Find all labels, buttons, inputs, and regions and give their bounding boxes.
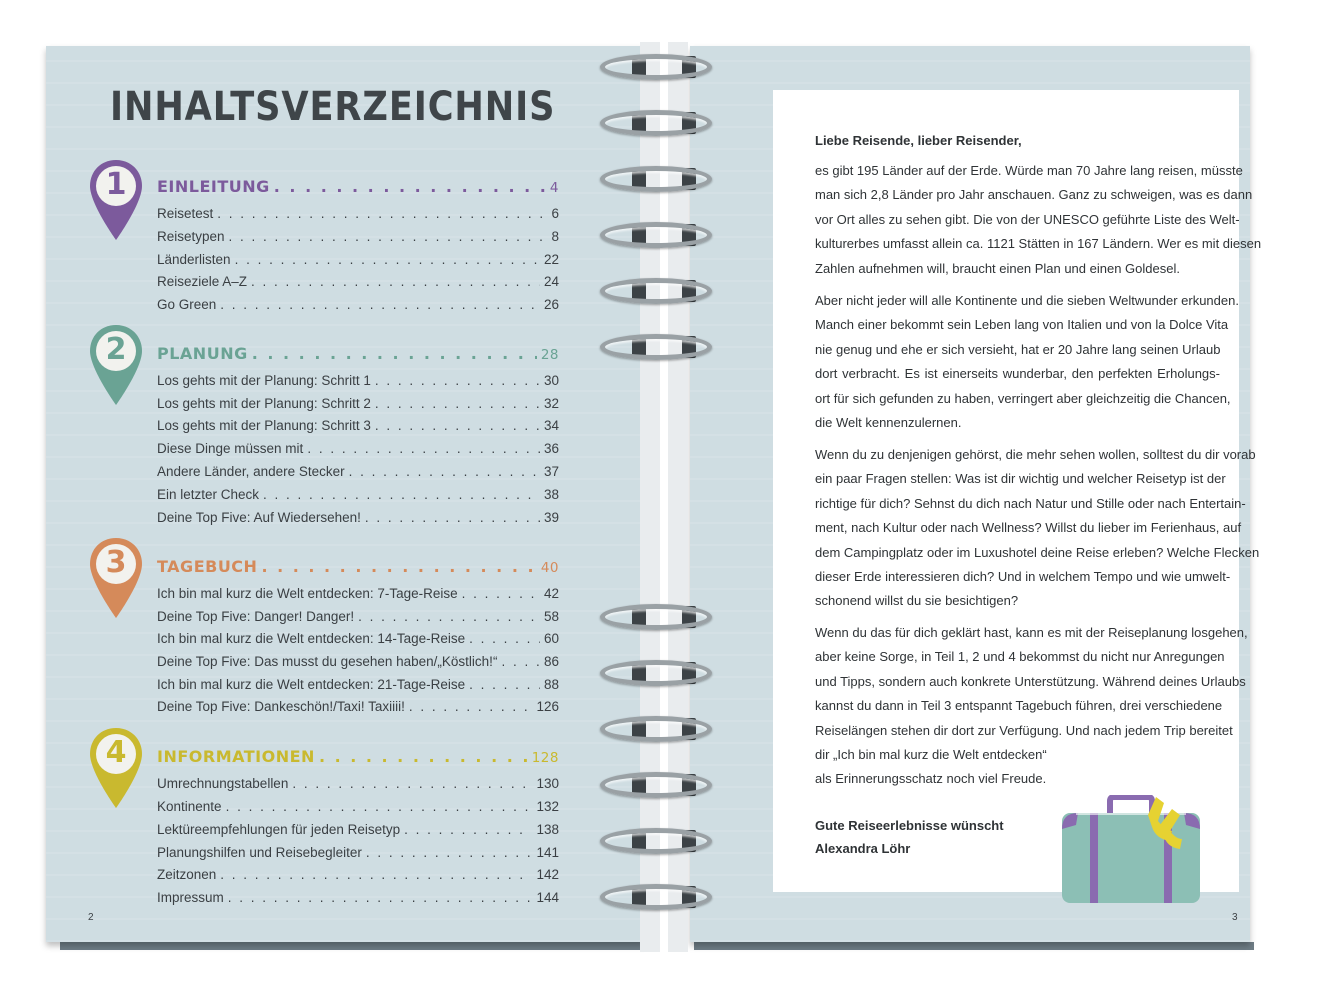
toc-entry[interactable]: Deine Top Five: Dankeschön!/Taxi! Taxiiii! . . . 126 (157, 699, 559, 714)
section-heading-tagebuch[interactable]: TAGEBUCH . . . 40 (157, 557, 559, 576)
toc-entry[interactable]: Diese Dinge müssen mit . . . 36 (157, 441, 559, 456)
binding-ring (600, 166, 712, 192)
toc-entry[interactable]: Go Green . . . 26 (157, 297, 559, 312)
toc-entry[interactable]: Kontinente . . . 132 (157, 799, 559, 814)
toc-entry[interactable]: Deine Top Five: Auf Wiedersehen! . . . 39 (157, 510, 559, 525)
right-page-edge (694, 942, 1254, 950)
toc-entry[interactable]: Ich bin mal kurz die Welt entdecken: 7-Tage-Reise . . . 42 (157, 586, 559, 601)
section-number-2: 2 (105, 332, 127, 367)
binding-ring (600, 772, 712, 798)
suitcase-icon (1060, 795, 1202, 905)
toc-entry[interactable]: Ich bin mal kurz die Welt entdecken: 14-Tage-Reise . . . 60 (157, 631, 559, 646)
toc-entry[interactable]: Umrechnungstabellen . . . 130 (157, 776, 559, 791)
left-page-edge (60, 942, 646, 950)
toc-entry[interactable]: Deine Top Five: Das musst du gesehen haben/„Köstlich!“ . . . 86 (157, 654, 559, 669)
toc-entry[interactable]: Reiseziele A–Z . . . 24 (157, 274, 559, 289)
toc-entry[interactable]: Länderlisten . . . 22 (157, 252, 559, 267)
section-heading-einleitung[interactable] (157, 177, 559, 196)
toc-entry[interactable]: Reisetypen . . . 8 (157, 229, 559, 244)
author-name: Alexandra Löhr (815, 841, 911, 856)
letter-paragraph: Aber nicht jeder will alle Kontinente und die sieben Weltwunder erkunden. Manch einer bekommt sein Leben lang von Italien und von la Dolce Vita nie genug und ehe er sich versieht, hat er 20 Jahre lang seinen Urlaub dort verbracht. Es ist einerseits wunderbar, den perfekten Erholungs- ort für sich gefunden zu haben, verringert aber gleichzeitig die Chancen, die Welt kennenzulernen. (815, 293, 1239, 431)
binding-ring (600, 222, 712, 248)
toc-title: INHALTSVERZEICHNIS (110, 84, 556, 130)
binding-ring (600, 828, 712, 854)
toc-entry[interactable]: Los gehts mit der Planung: Schritt 2 . . . 32 (157, 396, 559, 411)
letter-paragraph: es gibt 195 Länder auf der Erde. Würde man 70 Jahre lang reisen, müsste man sich 2,8 Länder pro Jahr anschauen. Ganz zu schweigen, was es dann vor Ort alles zu sehen gibt. Die von der UNESCO geführte Liste des Welt- kulturerbes umfasst allein ca. 1121 Stätten in 167 Ländern. Wer es mit diesen Zahlen aufnehmen will, braucht einen Plan und einen Goldesel. (815, 163, 1262, 276)
binding-ring (600, 604, 712, 630)
toc-entry[interactable]: Ein letzter Check . . . 38 (157, 487, 559, 502)
binding-ring (600, 660, 712, 686)
binding-ring (600, 110, 712, 136)
binding-ring (600, 54, 712, 80)
letter-paragraph: Wenn du das für dich geklärt hast, kann es mit der Reiseplanung losgehen, aber keine Sorge, in Teil 1, 2 und 4 bekommst du nicht nur Anregungen und Tipps, sondern auch konkrete Unterstützung. Während deines Urlaubs kannst du dann in Teil 3 entspannt Tagebuch führen, drei verschiedene Reiselängen stehen dir dort zur Verfügung. Und nach jedem Trip bereitet dir „Ich bin mal kurz die Welt entdecken“ als Erinnerungsschatz noch viel Freude. (815, 625, 1248, 787)
toc-entry[interactable]: Andere Länder, andere Stecker . . . 37 (157, 464, 559, 479)
section-heading-label: EINLEITUNG (157, 177, 270, 196)
toc-entry[interactable]: Impressum . . . 144 (157, 890, 559, 905)
binding-ring (600, 884, 712, 910)
toc-entry[interactable]: Reisetest . . . 6 (157, 206, 559, 221)
binding-ring (600, 334, 712, 360)
toc-entry[interactable]: Los gehts mit der Planung: Schritt 1 . . . 30 (157, 373, 559, 388)
toc-entry[interactable]: Deine Top Five: Danger! Danger! . . . 58 (157, 609, 559, 624)
toc-entry[interactable]: Los gehts mit der Planung: Schritt 3 . . . 34 (157, 418, 559, 433)
binding-ring (600, 278, 712, 304)
signoff-line: Gute Reiseerlebnisse wünscht (815, 818, 1004, 833)
location-pin-1-icon (88, 158, 144, 242)
section-number-4: 4 (105, 735, 127, 770)
page-number-left: 2 (88, 912, 94, 923)
letter-paragraph: Wenn du zu denjenigen gehörst, die mehr sehen wollen, solltest du dir vorab ein paar Fragen stellen: Was ist dir wichtig und welcher Reisetyp ist der richtige für dich? Sehnst du dich nach Natur und Stille oder nach Entertain- ment, nach Kultur oder nach Wellness? Willst du lieber im Ferienhaus, auf dem Campingplatz oder im Luxushotel deine Reise erleben? Welche Flecken dieser Erde interessieren dich? Und in welchem Tempo und wie umwelt- schonend willst du sie besichtigen? (815, 447, 1260, 609)
section-heading-planung[interactable]: PLANUNG . . . 28 (157, 344, 559, 363)
letter-greeting: Liebe Reisende, lieber Reisender, (815, 133, 1022, 148)
toc-entry[interactable]: Zeitzonen . . . 142 (157, 867, 559, 882)
toc-entry[interactable]: Ich bin mal kurz die Welt entdecken: 21-Tage-Reise . . . 88 (157, 677, 559, 692)
page-number-right: 3 (1232, 912, 1238, 923)
toc-entry[interactable]: Planungshilfen und Reisebegleiter . . . 141 (157, 845, 559, 860)
section-number-1: 1 (105, 167, 127, 202)
binding-ring (600, 716, 712, 742)
toc-entry[interactable]: Lektüreempfehlungen für jeden Reisetyp . . . 138 (157, 822, 559, 837)
section-heading-informationen[interactable]: INFORMATIONEN . . . 128 (157, 747, 559, 766)
location-pin-2-icon (88, 323, 144, 407)
section-number-3: 3 (105, 545, 127, 580)
location-pin-3-icon (88, 536, 144, 620)
location-pin-4-icon (88, 726, 144, 810)
section-page: 4 (549, 180, 559, 196)
